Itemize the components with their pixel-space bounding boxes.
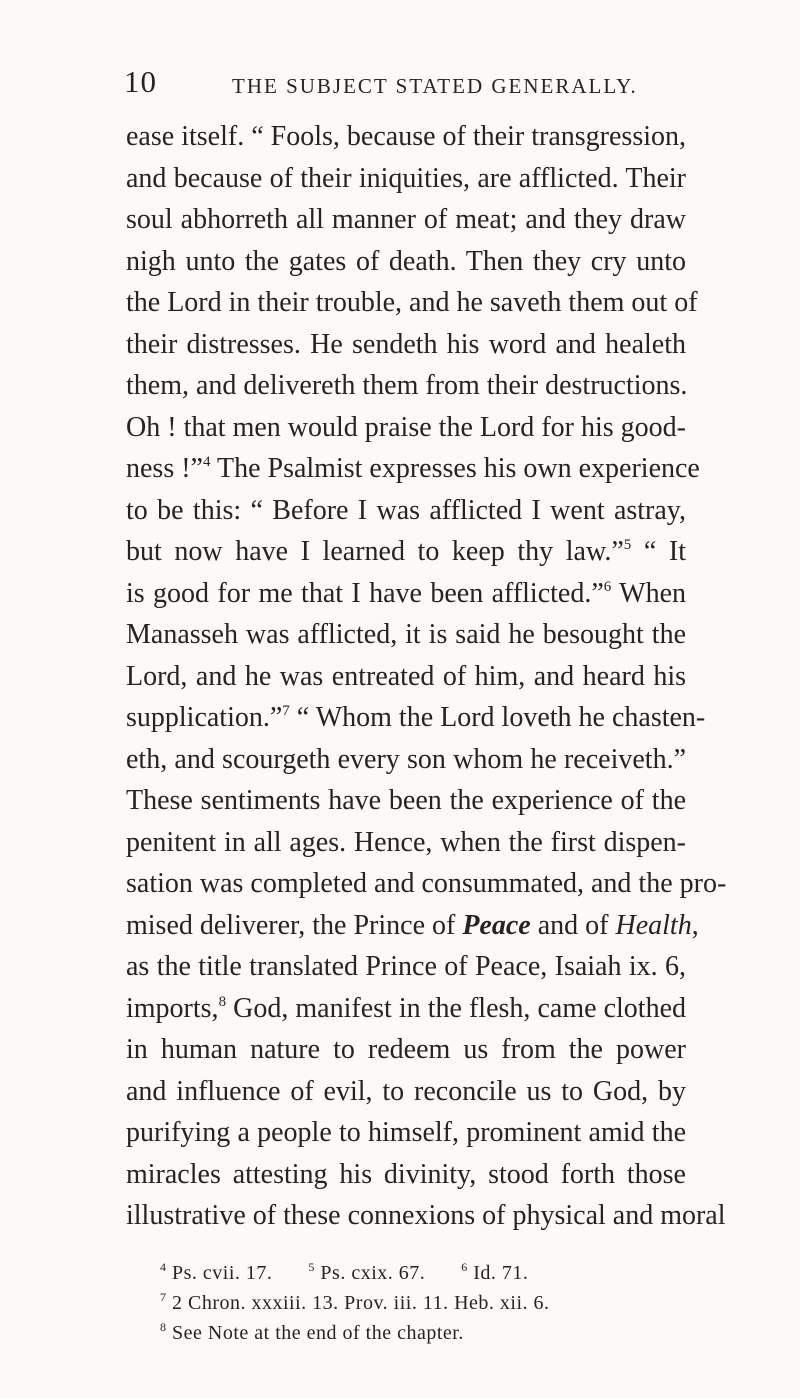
text-span: The Psalmist expresses his own experience — [210, 453, 700, 484]
text-line: them, and delivereth them from their destructions. — [126, 370, 688, 401]
page-number: 10 — [124, 64, 157, 99]
footnote-line — [160, 1288, 680, 1318]
body-text — [126, 116, 727, 1237]
text-span: imports, — [126, 992, 219, 1024]
text-line — [126, 448, 700, 490]
running-head: THE SUBJECT STATED GENERALLY. — [232, 74, 638, 98]
text-line: and influence of evil, to reconcile us to God, by — [126, 1075, 686, 1107]
text-line: penitent in all ages. Hence, when the first dispen- — [126, 826, 686, 858]
text-span: mised deliverer, the Prince of — [126, 909, 463, 941]
emphasis-health: Health — [615, 909, 692, 941]
text-line: sation was completed and consummated, and the pro- — [126, 868, 727, 899]
footnote-number: 8 — [160, 1320, 167, 1334]
footnote-ref-7: 7 — [282, 703, 290, 719]
text-line: eth, and scourgeth every son whom he receiveth.” — [126, 743, 686, 775]
footnote-4: Ps. cvii. 17. — [172, 1262, 273, 1284]
text-line: the Lord in their trouble, and he saveth them out of — [126, 287, 698, 318]
text-line: nigh unto the gates of death. Then they cry unto — [126, 245, 686, 277]
text-span: God, manifest in the flesh, came clothed — [226, 992, 686, 1024]
text-span: “ Whom the Lord loveth he chasten- — [289, 702, 706, 733]
text-line: illustrative of these connexions of physical and moral — [126, 1200, 726, 1231]
text-span: and of — [530, 909, 616, 941]
text-span: is good for me that I have been afflicted.” — [126, 577, 604, 609]
text-span: but now have I learned to keep thy law.” — [126, 536, 624, 567]
text-line: Lord, and he was entreated of him, and heard his — [126, 660, 686, 692]
text-span: When — [611, 577, 686, 609]
footnote-5: Ps. cxix. 67. — [320, 1262, 426, 1284]
footnote-number: 4 — [160, 1260, 167, 1274]
footnote-line — [160, 1318, 680, 1348]
text-line — [126, 988, 686, 1030]
text-line — [126, 573, 686, 615]
text-line: purifying a people to himself, prominent amid the — [126, 1117, 686, 1148]
footnote-number: 5 — [308, 1260, 315, 1274]
text-span: “ It — [631, 536, 686, 567]
page-header — [124, 66, 684, 106]
text-line: ease itself. “ Fools, because of their transgression, — [126, 121, 686, 152]
text-line: Manasseh was afflicted, it is said he besought the — [126, 619, 686, 650]
text-span: ness !” — [126, 453, 203, 484]
footnote-number: 6 — [461, 1260, 468, 1274]
text-line: miracles attesting his divinity, stood forth those — [126, 1158, 686, 1190]
text-line: in human nature to redeem us from the power — [126, 1034, 686, 1065]
footnote-8: See Note at the end of the chapter. — [172, 1322, 464, 1344]
text-line: to be this: “ Before I was afflicted I went astray, — [126, 494, 686, 526]
footnote-6: Id. 71. — [473, 1262, 529, 1284]
text-line — [126, 905, 699, 947]
text-line — [126, 531, 686, 573]
text-line: These sentiments have been the experience of the — [126, 785, 686, 816]
text-line: their distresses. He sendeth his word and healeth — [126, 328, 686, 360]
text-line: as the title translated Prince of Peace, Isaiah ix. 6, — [126, 951, 686, 982]
footnotes — [160, 1258, 680, 1348]
footnote-7: 2 Chron. xxxiii. 13. Prov. iii. 11. Heb. xii. 6. — [172, 1292, 550, 1314]
footnote-ref-5: 5 — [623, 537, 632, 553]
text-span: supplication.” — [126, 702, 283, 733]
footnote-line — [160, 1258, 680, 1288]
text-span: , — [691, 909, 699, 941]
footnote-ref-4: 4 — [202, 454, 211, 470]
text-line — [126, 697, 706, 739]
footnote-ref-6: 6 — [603, 578, 612, 595]
text-line: and because of their iniquities, are afflicted. Their — [126, 162, 686, 194]
text-line: soul abhorreth all manner of meat; and they draw — [126, 204, 686, 235]
text-line: Oh ! that men would praise the Lord for his good- — [126, 411, 686, 443]
emphasis-peace: Peace — [462, 909, 531, 941]
footnote-number: 7 — [160, 1290, 167, 1304]
footnote-ref-8: 8 — [218, 993, 227, 1010]
